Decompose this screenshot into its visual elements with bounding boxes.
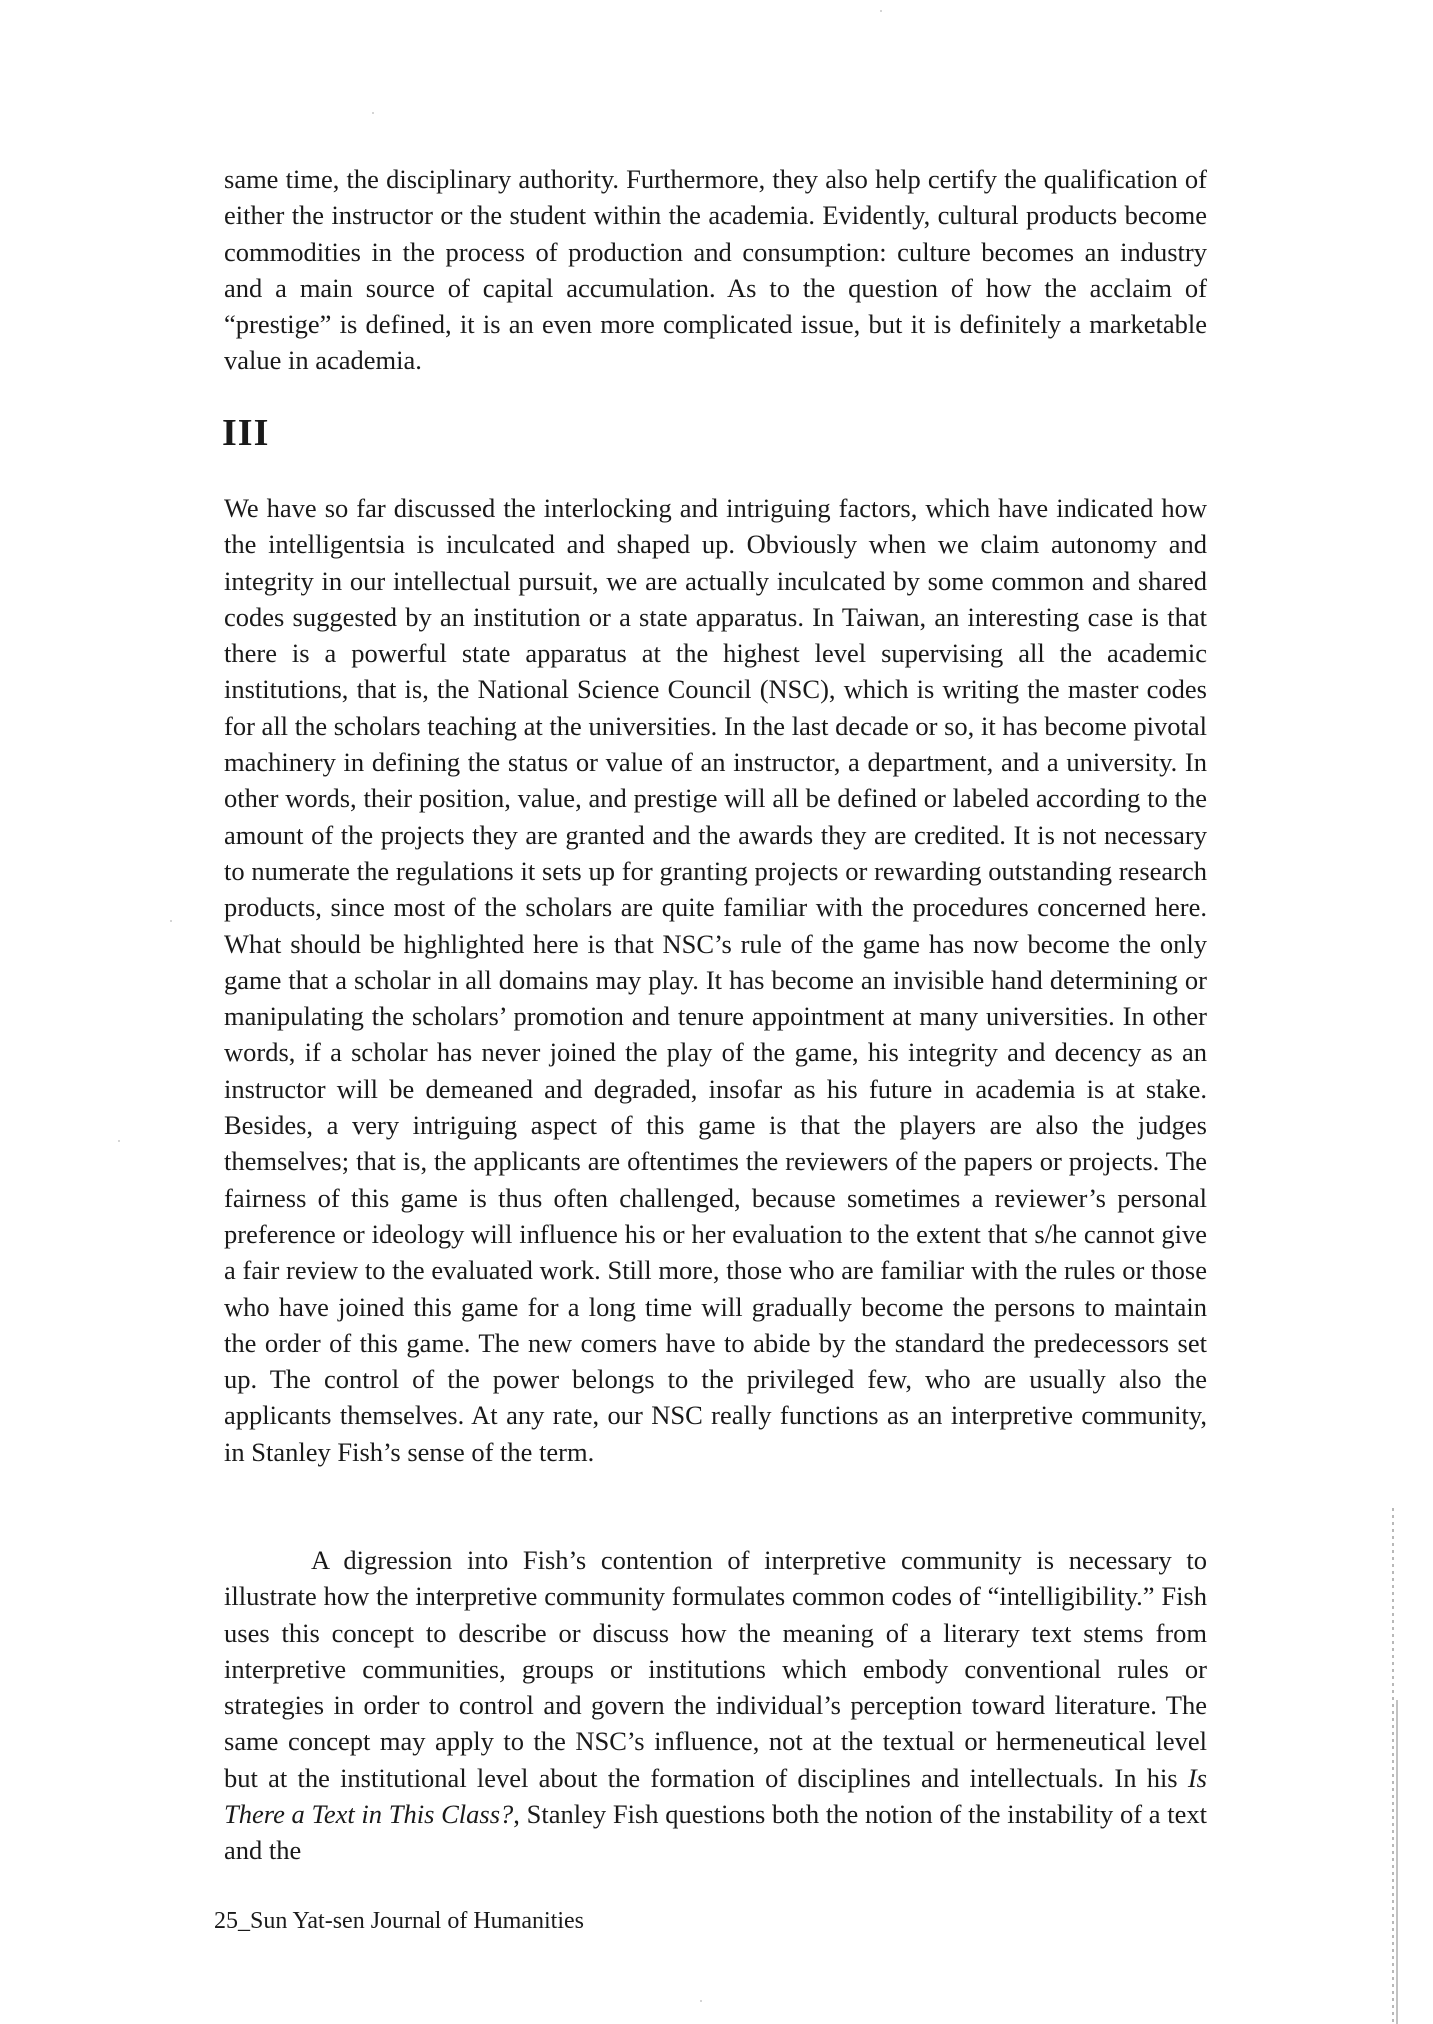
scan-speck (372, 112, 374, 114)
scan-speck (118, 1140, 120, 1142)
paragraph-3-lead: A digression into Fish’s contention of interpretive community is necessary to illustrate how the interpretive community formulates common codes of “intelligibility.” Fish uses this concept to describe or discuss how the meaning of a literary text stems from interpretive communities, groups or institutions which embody conventional rules or strategies in order to control and govern the individual’s perception toward literature. The same concept may apply to the NSC’s influence, not at the textual or hermeneutical level but at the institutional level about the formation of disciplines and intellectuals. In his (224, 1545, 1207, 1793)
paragraph-3-text (224, 1542, 1207, 1869)
scan-speck (880, 10, 882, 12)
section-heading: III (222, 412, 270, 454)
paragraph-2 (224, 490, 1207, 1470)
scan-speck (700, 2000, 702, 2002)
scan-speck (170, 920, 172, 922)
scan-edge-mark (1392, 1508, 1394, 2024)
scan-edge-line (1396, 1700, 1398, 2024)
paragraph-3 (224, 1542, 1207, 1869)
paragraph-1-text: same time, the disciplinary authority. Furthermore, they also help certify the qualification of either the instructor or the student within the academia. Evidently, cultural products become commodities in the process of production and consumption: culture becomes an industry and a main source of capital accumulation. As to the question of how the acclaim of “prestige” is defined, it is an even more complicated issue, but it is definitely a marketable value in academia. (224, 164, 1207, 376)
paragraph-2-text: We have so far discussed the interlocking and intriguing factors, which have indicated how the intelligentsia is inculcated and shaped up. Obviously when we claim autonomy and integrity in our intellectual pursuit, we are actually inculcated by some common and shared codes suggested by an institution or a state apparatus. In Taiwan, an interesting case is that there is a powerful state apparatus at the highest level supervising all the academic institutions, that is, the National Science Council (NSC), which is writing the master codes for all the scholars teaching at the universities. In the last decade or so, it has become pivotal machinery in defining the status or value of an instructor, a department, and a university. In other words, their position, value, and prestige will all be defined or labeled according to the amount of the projects they are granted and the awards they are credited. It is not necessary to numerate the regulations it sets up for granting projects or rewarding outstanding research products, since most of the scholars are quite familiar with the procedures concerned here. What should be highlighted here is that NSC’s rule of the game has now become the only game that a scholar in all domains may play. It has become an invisible hand determining or manipulating the scholars’ promotion and tenure appointment at many universities. In other words, if a scholar has never joined the play of the game, his integrity and decency as an instructor will be demeaned and degraded, insofar as his future in academia is at stake. Besides, a very intriguing aspect of this game is that the players are also the judges themselves; that is, the applicants are oftentimes the reviewers of the papers or projects. The fairness of this game is thus often challenged, because sometimes a reviewer’s personal preference or ideology will influence his or her evaluation to the extent that s/he cannot give a fair review to the evaluated work. Still more, those who are familiar with the rules or those who have joined this game for a long time will gradually become the persons to maintain the order of this game. The new comers have to abide by the standard the predecessors set up. The control of the power belongs to the privileged few, who are usually also the applicants themselves. At any rate, our NSC really functions as an interpretive community, in Stanley Fish’s sense of the term. (224, 493, 1207, 1467)
paragraph-3-tail: , Stanley Fish questions both the notion of the instability of a text and the (224, 1799, 1207, 1866)
book-title: Is There a Text in This Class? (224, 1762, 1207, 1830)
paragraph-1 (224, 161, 1207, 379)
page-footer: 25_Sun Yat-sen Journal of Humanities (214, 1908, 584, 1934)
